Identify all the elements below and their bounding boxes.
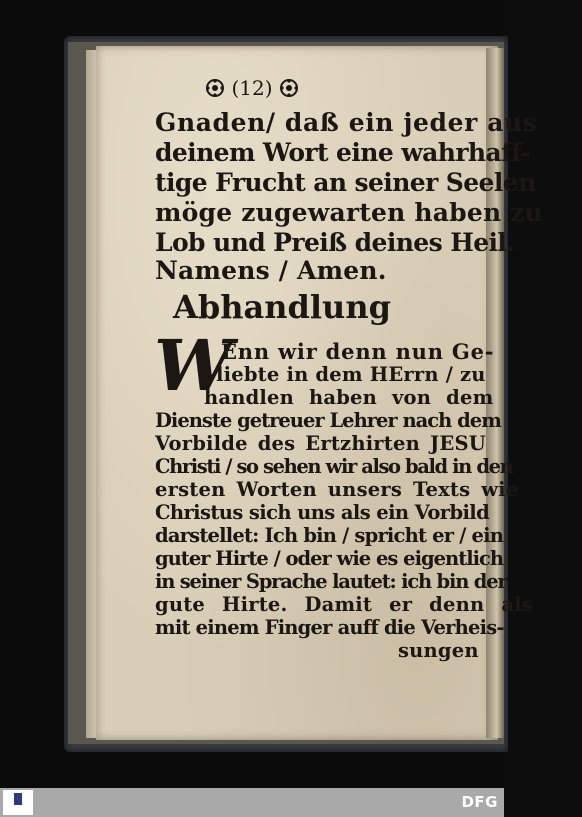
body-line: darstellet: Ich bin / spricht er / ein — [155, 524, 504, 547]
text-line: möge zugewarten haben zu — [155, 198, 544, 227]
catchword: sungen — [398, 639, 479, 662]
text-line: deinem Wort eine wahrhaff- — [155, 138, 531, 167]
page-number: (12) — [231, 76, 273, 100]
text-line: Namens / Amen. — [155, 256, 387, 285]
body-line: Dienste getreuer Lehrer nach dem — [155, 409, 501, 432]
text-line: Gnaden/ daß ein jeder aus — [155, 108, 538, 137]
body-line: ersten Worten unsers Texts wie — [155, 478, 519, 501]
body-line: Vorbilde des Ertzhirten JESU — [155, 432, 486, 455]
body-line: in seiner Sprache lautet: ich bin der — [155, 570, 507, 593]
drop-cap: W — [154, 324, 233, 407]
section-heading: Abhandlung — [173, 288, 391, 326]
ornament-right-icon — [279, 78, 299, 98]
body-line: mit einem Finger auff die Verheis- — [155, 616, 504, 639]
body-line: guter Hirte / oder wie es eigentlich — [155, 547, 504, 570]
text-line: tige Frucht an seiner Seelen — [155, 168, 536, 197]
body-line: Christus sich uns als ein Vorbild — [155, 501, 490, 524]
library-logo-icon — [3, 790, 33, 815]
body-line: Christi / so sehen wir also bald in den — [155, 455, 513, 478]
body-line: Enn wir denn nun Ge- — [221, 339, 495, 364]
body-line: liebte in dem HErrn / zu — [216, 363, 486, 386]
dfg-logo: DFG — [461, 793, 498, 811]
body-line: gute Hirte. Damit er denn als — [155, 593, 533, 616]
body-line: handlen haben von dem — [204, 386, 494, 409]
text-line: Lob und Preiß deines Heil. — [155, 228, 515, 257]
page-header — [0, 76, 504, 100]
ornament-left-icon — [205, 78, 225, 98]
viewer-footer-bar — [0, 788, 504, 817]
